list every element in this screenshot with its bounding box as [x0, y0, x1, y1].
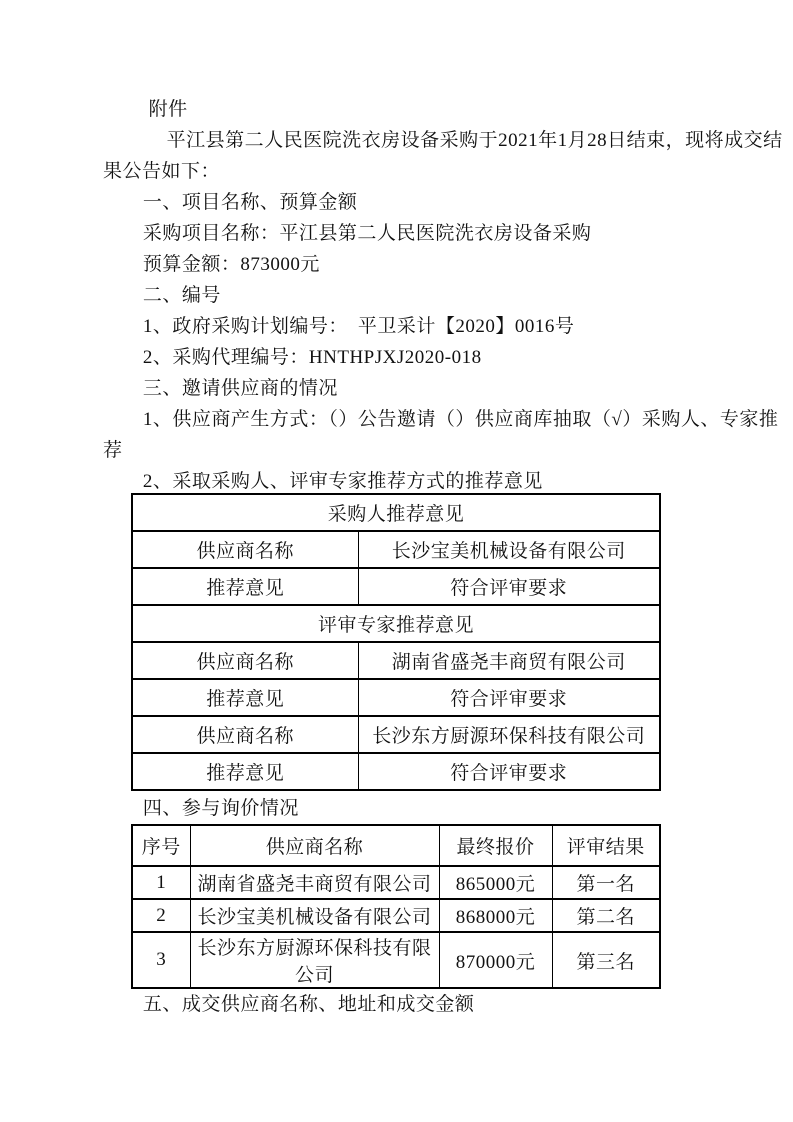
- price-cell: 868000元: [439, 899, 552, 932]
- section-1-title: 一、项目名称、预算金额: [142, 192, 358, 213]
- section-3-title: 三、邀请供应商的情况: [142, 378, 338, 399]
- inquiry-header-row: [132, 825, 660, 866]
- recommendation-table: [131, 493, 661, 791]
- table-row: [132, 899, 660, 932]
- table-row: [132, 642, 660, 679]
- header-cell-seq: 序号: [132, 825, 190, 866]
- label-cell: 供应商名称: [132, 716, 358, 753]
- recommendation-section-header-cell: 采购人推荐意见: [132, 494, 660, 531]
- value-cell: 符合评审要求: [358, 568, 660, 605]
- seq-cell: 1: [132, 866, 190, 899]
- label-cell: 推荐意见: [132, 679, 358, 716]
- price-cell: 870000元: [439, 932, 552, 988]
- section-4-title: 四、参与询价情况: [142, 798, 299, 819]
- project-name-line: 采购项目名称：平江县第二人民医院洗衣房设备采购: [142, 223, 592, 244]
- label-cell: 供应商名称: [132, 531, 358, 568]
- table-row: [132, 753, 660, 790]
- plan-number-line: 1、政府采购计划编号： 平卫采计【2020】0016号: [142, 316, 575, 337]
- supplier-method-line-2: 荐: [103, 440, 123, 461]
- recommendation-section-header-row: [132, 605, 660, 642]
- table-row: [132, 568, 660, 605]
- seq-cell: 2: [132, 899, 190, 932]
- table-row: [132, 866, 660, 899]
- table-row: [132, 716, 660, 753]
- supplier-cell: 湖南省盛尧丰商贸有限公司: [190, 866, 439, 899]
- price-cell: 865000元: [439, 866, 552, 899]
- attachment-label: 附件: [148, 99, 188, 120]
- result-cell: 第三名: [552, 932, 660, 988]
- recommendation-section-header-row: [132, 494, 660, 531]
- document-content: [103, 94, 783, 1020]
- value-cell: 符合评审要求: [358, 753, 660, 790]
- value-cell: 长沙东方厨源环保科技有限公司: [358, 716, 660, 753]
- recommendation-section-header-cell: 评审专家推荐意见: [132, 605, 660, 642]
- section-5-title: 五、成交供应商名称、地址和成交金额: [142, 994, 475, 1015]
- header-cell-result: 评审结果: [552, 825, 660, 866]
- table-row: [132, 679, 660, 716]
- result-cell: 第一名: [552, 866, 660, 899]
- intro-paragraph-line-2: 果公告如下：: [103, 161, 221, 182]
- section-2-title: 二、编号: [142, 285, 221, 306]
- supplier-cell: 长沙宝美机械设备有限公司: [190, 899, 439, 932]
- inquiry-table: [131, 824, 661, 989]
- recommendation-note-line: 2、采取采购人、评审专家推荐方式的推荐意见: [142, 471, 543, 492]
- value-cell: 长沙宝美机械设备有限公司: [358, 531, 660, 568]
- table-row: [132, 531, 660, 568]
- value-cell: 湖南省盛尧丰商贸有限公司: [358, 642, 660, 679]
- table-row: [132, 932, 660, 988]
- header-cell-supplier: 供应商名称: [190, 825, 439, 866]
- result-cell: 第二名: [552, 899, 660, 932]
- budget-line: 预算金额：873000元: [142, 254, 320, 275]
- intro-paragraph-line-1: 平江县第二人民医院洗衣房设备采购于2021年1月28日结束，现将成交结: [166, 130, 783, 151]
- supplier-method-line-1: 1、供应商产生方式：（）公告邀请（）供应商库抽取（√）采购人、专家推: [142, 409, 779, 430]
- label-cell: 推荐意见: [132, 753, 358, 790]
- label-cell: 供应商名称: [132, 642, 358, 679]
- agency-number-line: 2、采购代理编号：HNTHPJXJ2020-018: [142, 347, 482, 368]
- supplier-cell: 长沙东方厨源环保科技有限公司: [190, 932, 439, 988]
- label-cell: 推荐意见: [132, 568, 358, 605]
- value-cell: 符合评审要求: [358, 679, 660, 716]
- header-cell-price: 最终报价: [439, 825, 552, 866]
- seq-cell: 3: [132, 932, 190, 988]
